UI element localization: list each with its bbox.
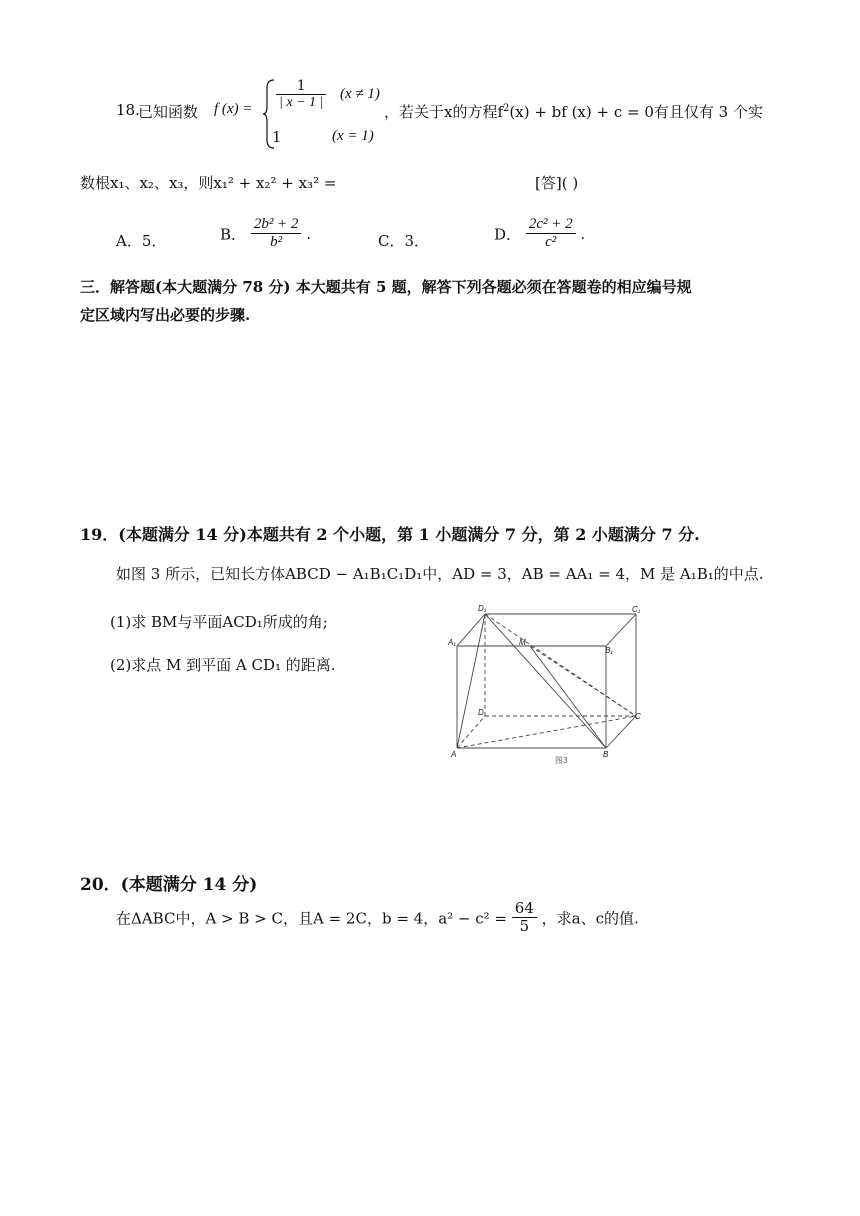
label-d: D [478, 708, 484, 717]
q18-case2-value: 1 [272, 128, 282, 146]
q18-condition [384, 101, 763, 122]
option-d-numerator: 2c² + 2 [526, 216, 576, 234]
section3-heading-line1: 三．解答题(本大题满分 78 分) 本大题共有 5 题，解答下列各题必须在答题卷的相应编号规 [80, 278, 692, 296]
hidden-segment-a-c [457, 716, 636, 748]
figure-caption: 图3 [555, 756, 568, 765]
option-d-denominator: c² [545, 234, 557, 251]
option-d-period: . [580, 224, 586, 243]
q20-stem-part-a: 在ΔABC中，A > B > C，且A = 2C，b = 4，a² − c² = [116, 909, 508, 928]
label-c1: C₁ [632, 605, 641, 614]
q19-header: 19．(本题满分 14 分)本题共有 2 个小题，第 1 小题满分 7 分，第 2 小题满分 7 分. [80, 525, 700, 544]
q20-fraction-denominator: 5 [519, 917, 530, 936]
q20-fraction-numerator: 64 [512, 900, 537, 918]
segment-d1-b [485, 614, 606, 748]
label-m: M [519, 638, 526, 647]
label-a1: A₁ [448, 638, 456, 647]
option-b-label: B． [220, 225, 247, 244]
square-exponent: 2 [503, 103, 510, 114]
label-a: A [451, 750, 457, 759]
label-d1: D₁ [478, 604, 487, 613]
edge-a1-d1 [457, 614, 485, 646]
option-b-period: . [306, 224, 311, 243]
option-a: A．5． [116, 232, 167, 250]
edge-b1-c1 [606, 614, 636, 646]
q18-function-name: f (x) = [214, 101, 253, 117]
segment-a-d1 [457, 614, 485, 748]
q18-answer-tag: [答]( ) [535, 174, 579, 192]
figure-3-cuboid [440, 598, 650, 770]
q18-number: 18. [116, 101, 140, 119]
q18-line2: 数根x₁、x₂、x₃，则x₁² + x₂² + x₃² = [80, 174, 337, 192]
option-d [494, 216, 585, 252]
label-b: B [603, 750, 609, 759]
q18-case2-condition: (x = 1) [332, 128, 374, 144]
q20-header: 20．(本题满分 14 分) [80, 875, 258, 895]
case1-numerator: 1 [276, 78, 326, 95]
q18-case1-condition: (x ≠ 1) [340, 86, 380, 102]
q19-part2: (2)求点 M 到平面 A CD₁ 的距离. [110, 656, 336, 674]
option-b [220, 216, 311, 252]
condition-part-a: ，若关于x的方程f [384, 103, 504, 121]
q20-stem-part-b: ，求a、c的值. [541, 909, 639, 928]
label-c: C [635, 712, 641, 721]
option-b-numerator: 2b² + 2 [251, 216, 302, 234]
q20-stem [116, 900, 639, 936]
hidden-edge-a-d [457, 716, 485, 748]
q18-case1 [276, 78, 326, 111]
label-b1: B₁ [605, 646, 613, 655]
q19-stem: 如图 3 所示，已知长方体ABCD − A₁B₁C₁D₁中，AD = 3，AB = AA₁ = 4，M 是 A₁B₁的中点. [116, 565, 764, 583]
q19-part1: (1)求 BM与平面ACD₁所成的角; [110, 613, 328, 631]
q18-intro: 已知函数 [138, 103, 199, 121]
section3-heading-line2: 定区域内写出必要的步骤. [80, 306, 251, 324]
case1-denominator: | x − 1 | [279, 95, 324, 111]
option-c: C．3． [378, 232, 430, 250]
option-d-label: D． [494, 225, 522, 244]
condition-part-b: (x) + bf (x) + c = 0有且仅有 3 个实 [509, 103, 763, 121]
option-b-denominator: b² [270, 234, 283, 251]
